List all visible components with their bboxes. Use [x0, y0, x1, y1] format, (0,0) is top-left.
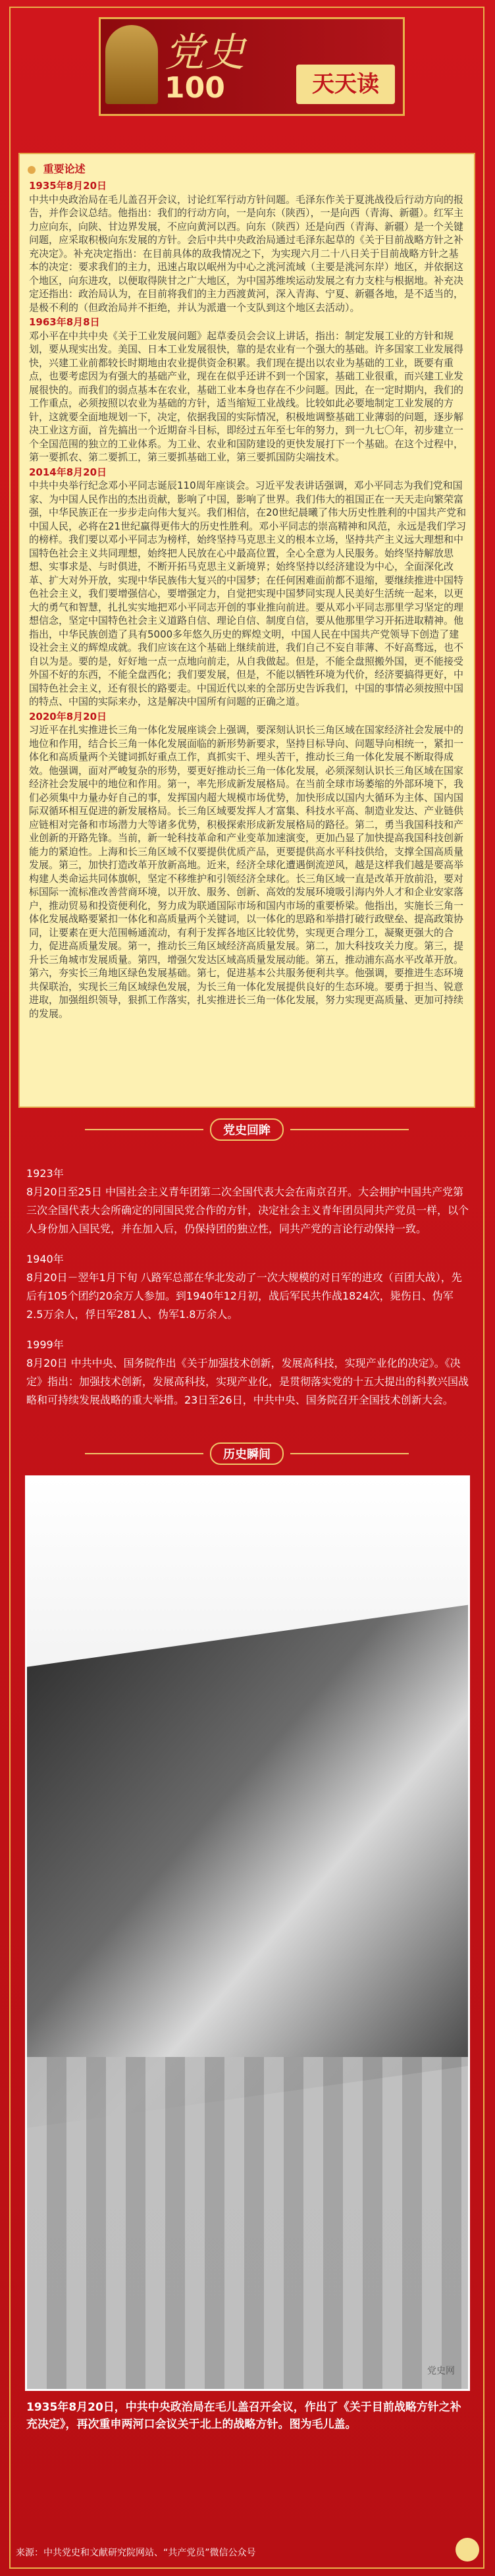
divider: [290, 1453, 409, 1454]
review-year: 1999年: [26, 1338, 64, 1351]
review-text: 8月20日至25日 中国社会主义青年团第二次全国代表大会在南京召开。大会拥护中国共产党第三次全国代表大会所确定的同国民党合作的方针，决定社会主义青年团员同共产党员一样，以个人身份加入国民党，并在加入后，仍保持团的独立性，同共产党的言论行动保持一致。: [26, 1186, 469, 1235]
section-tag: [28, 161, 86, 176]
remark-item: [29, 710, 467, 1021]
remark-item: [29, 179, 467, 314]
review-year: 1923年: [26, 1167, 64, 1180]
remark-text: 习近平在扎实推进长三角一体化发展座谈会上强调，要深刻认识长三角区域在国家经济社会发展中的地位和作用，结合长三角一体化发展面临的新形势新要求，坚持目标导向、问题导向相统一，紧扣一体化和高质量两个关键词抓好重点工作，真抓实干、埋头苦干，推动长三角一体化发展不断取得成效。他强调，面对严峻复杂的形势，要更好推动长三角一体化发展，必须深刻认识长三角区域在国家经济社会发展中的地位和作用。第一，率先形成新发展格局。在当前全球市场萎缩的外部环境下，我们必须集中力量办好自己的事，发挥国内超大规模市场优势，加快形成以国内大循环为主体、国内国际双循环相互促进的新发展格局。长三角区域要发挥人才富集、科技水平高、制造业发达、产业链供应链相对完备和市场潜力大等诸多优势，积极探索形成新发展格局的路径。第二，勇当我国科技和产业创新的开路先锋。当前，新一轮科技革命和产业变革加速演变，更加凸显了加快提高我国科技创新能力的紧迫性。上海和长三角区域不仅要提供优质产品，更要提供高水平科技供给，支撑全国高质量发展。第三，加快打造改革开放新高地。近来，经济全球化遭遇倒流逆风，越是这样我们越是要高举构建人类命运共同体旗帜，坚定不移维护和引领经济全球化。长三角区域一直是改革开放前沿，要对标国际一流标准改善营商环境，以开放、服务、创新、高效的发展环境吸引海内外人才和企业安家落户，推动贸易和投资便利化，努力成为联通国际市场和国内市场的重要桥梁。他指出，实施长三角一体化发展战略要紧扣一体化和高质量两个关键词，以一体化的思路和举措打破行政壁垒、提高政策协同，让要素在更大范围畅通流动，有利于发挥各地区比较优势，实现更合理分工，凝聚更强大的合力，促进高质量发展。第一，推动长三角区域经济高质量发展。第二，加大科技攻关力度。第三，提升长三角城市发展质量。第四，增强欠发达区域高质量发展动能。第五，推动浦东高水平改革开放。第六，夯实长三角地区绿色发展基础。第七，促进基本公共服务便利共享。他强调，要推进生态环境共保联治，实现长三角区域绿色发展，为长三角一体化发展提供良好的生态环境。要勇于担当、锐意进取，加强组织领导，狠抓工作落实，扎实推进长三角一体化发展，努力实现更高质量、更加可持续的发展。: [29, 724, 464, 1020]
gate-icon: [105, 25, 158, 104]
footer: [0, 2533, 495, 2569]
remark-text: 中共中央举行纪念邓小平同志诞辰110周年座谈会。习近平发表讲话强调，邓小平同志为我们党和国家、为中国人民作出的杰出贡献，影响了中国，影响了世界。我们伟大的祖国正在一天天走向繁荣富强，中华民族正在一步步走向伟大复兴。我们相信，在20世纪晨曦了伟大历史性胜利的中国共产党和中国人民，必将在21世纪赢得更伟大的历史性胜利。邓小平同志的崇高精神和风范，永远是我们学习的榜样。我们要以邓小平同志为榜样，始终坚持马克思主义的根本立场，坚持共产主义远大理想和中国特色社会主义共同理想，始终把人民放在心中最高位置，全心全意为人民服务。始终坚持解放思想、实事求是、与时俱进，不断开拓马克思主义新境界；始终坚持以经济建设为中心，全面深化改革、扩大对外开放，实现中华民族伟大复兴的中国梦；在任何困难面前都不退缩，要继续推进中国特色社会主义，我们要增强信心，要增强定力，自觉把实现中国梦同实现人民美好生活统一起来，以更大的勇气和智慧，扎扎实实地把邓小平同志开创的事业推向前进。要从邓小平同志那里学习坚定的理想信念，坚定中国特色社会主义道路自信、理论自信、制度自信，要从他那里学习开拓进取精神。他指出，中华民族创造了具有5000多年悠久历史的辉煌文明，中国人民在中国共产党领导下创造了建设社会主义的辉煌成就。我们应该在这个基础上继续前进，我们自己不妄自菲薄、不好高骛远，也不自以为是。要的是，好好地一点一点地向前走，从自我做起。但是，不能全盘照搬外国，更不能接受外国不好的东西，不能全盘西化；我们要发展，但是，不能以牺牲环境为代价，经济要搞得更好，中国特色社会主义，还有很长的路要走。中国近代以来的全部历史告诉我们，中国的事情必须按照中国的特点、中国的实际来办，这是解决中国所有问题的正确之道。: [29, 480, 467, 707]
history-moment-header: [18, 1441, 475, 1466]
section-label: 重要论述: [43, 163, 86, 175]
photo-watermark: 党史网: [427, 2366, 455, 2376]
source-text: 来源：中共党史和文献研究院网站、“共产党员”微信公众号: [16, 2548, 256, 2558]
divider: [85, 1129, 203, 1130]
remark-year: 2014年8月20日: [29, 466, 107, 478]
important-remarks-box: [18, 153, 475, 1108]
bullet-icon: [28, 166, 36, 174]
remarks-body: [29, 179, 467, 1022]
divider: [85, 1453, 203, 1454]
remark-item: [29, 315, 467, 464]
photo-village: [27, 2057, 468, 2391]
history-review: [26, 1153, 469, 1410]
review-year: 1940年: [26, 1253, 64, 1265]
history-review-title: 党史回眸: [210, 1118, 284, 1141]
history-moment-title: 历史瞬间: [210, 1442, 284, 1465]
remark-item: [29, 466, 467, 709]
review-item: [26, 1336, 469, 1410]
remark-text: 中共中央政治局在毛儿盖召开会议，讨论红军行动方针问题。毛泽东作关于夏洮战役后行动方向的报告，并作会议总结。他指出：我们的行动方向，一是向东（陕西），一是向西（青海、新疆）。红军主力应向东，向陕、甘边界发展，不应向黄河以西。向东（陕西）还是向西（青海、新疆）是一个关键问题，应采取积极向东发展的方针。会后中共中央政治局通过毛泽东起草的《关于目前战略方针之补充决定》。补充决定指出：在目前具体的敌我情况之下，为实现六月二十八日关于目前战略方针之基本的决定：要求我们的主力，迅速占取以岷州为中心之洮河流域（主要是洮河东岸）地区，并依据这个地区，向东进攻，以便取得陕甘之广大地区，为中国苏维埃运动发展之有力支柱与根据地。补充决定还指出：政治局认为，在目前将我们的主力西渡黄河，深入青海、宁夏、新疆各地，是不适当的，是极不利的（但政治局并不拒绝，并认为派遣一个支队到这个地区去活动）。: [29, 193, 464, 314]
party-emblem-icon: [456, 2538, 479, 2562]
brand-daily: 天天读: [296, 65, 395, 104]
brand-title: 党史: [165, 30, 246, 76]
remark-text: 邓小平在中共中央《关于工业发展问题》起草委员会会议上讲话，指出：制定发展工业的方针和规划，要从现实出发。美国、日本工业发展很快，靠的是农业有一个强大的基础。许多国家工业发展得快，兴建工业前都较长时期地由农业提供资金积累。我们现在提出以农业为基础的工业，既要有重点，也要考虑因为有强大的基础产业，现在在似乎还讲不到一个国家，基础工业很重，而兴建工业发展很快的。而我们的弱点基本在农业，基础工业本身也存在不少问题。因此，在一定时期内，我们的工作重点，必须按照以农业为基础的方针，适当缩短工业战线。比较如此必要地制定工业发展的方针，这就要全面地规划一下，决定，依据我国的实际情况，积极地调整基础工业薄弱的问题，逐步解决工业这方面，首先搞出一个近期奋斗目标，即经过五年至七年的努力，到一九七〇年，初步建立一个全国范围的独立的工业体系。为工业、农业和国防建设的更快发展打下一个基础。在这个过程中，第一要抓农、第二要抓工，第三要抓基础工业，第三要抓国防尖端技术。: [29, 329, 464, 463]
header-banner: [99, 17, 405, 116]
review-text: 8月20日 中共中央、国务院作出《关于加强技术创新，发展高科技，实现产业化的决定》。《决定》指出：加强技术创新，发展高科技，实现产业化，是贯彻落实党的十五大提出的科教兴国战略和可持续发展战略的重大举措。23日至26日，中共中央、国务院召开全国技术创新大会。: [26, 1357, 469, 1406]
historical-photo: [25, 1475, 470, 2391]
remark-year: 1963年8月8日: [29, 316, 100, 328]
history-review-header: [18, 1117, 475, 1142]
photo-caption: 1935年8月20日，中共中央政治局在毛儿盖召开会议，作出了《关于目前战略方针之补充决定》，再次重申两河口会议关于北上的战略方针。图为毛儿盖。: [26, 2401, 461, 2431]
review-item: [26, 1165, 469, 1238]
review-text: 8月20日－翌年1月下旬 八路军总部在华北发动了一次大规模的对日军的进攻（百团大战），先后有105个团约20余万人参加。到1940年12月初，战后军民共作战1824次，毙伤日、伪军2.5万余人，俘日军281人、伪军1.8万余人。: [26, 1271, 462, 1321]
brand-hundred: 100: [165, 71, 225, 105]
divider: [290, 1129, 409, 1130]
review-item: [26, 1250, 469, 1324]
remark-year: 1935年8月20日: [29, 180, 107, 192]
photo-mountain: [25, 1601, 470, 2132]
remark-year: 2020年8月20日: [29, 710, 107, 723]
